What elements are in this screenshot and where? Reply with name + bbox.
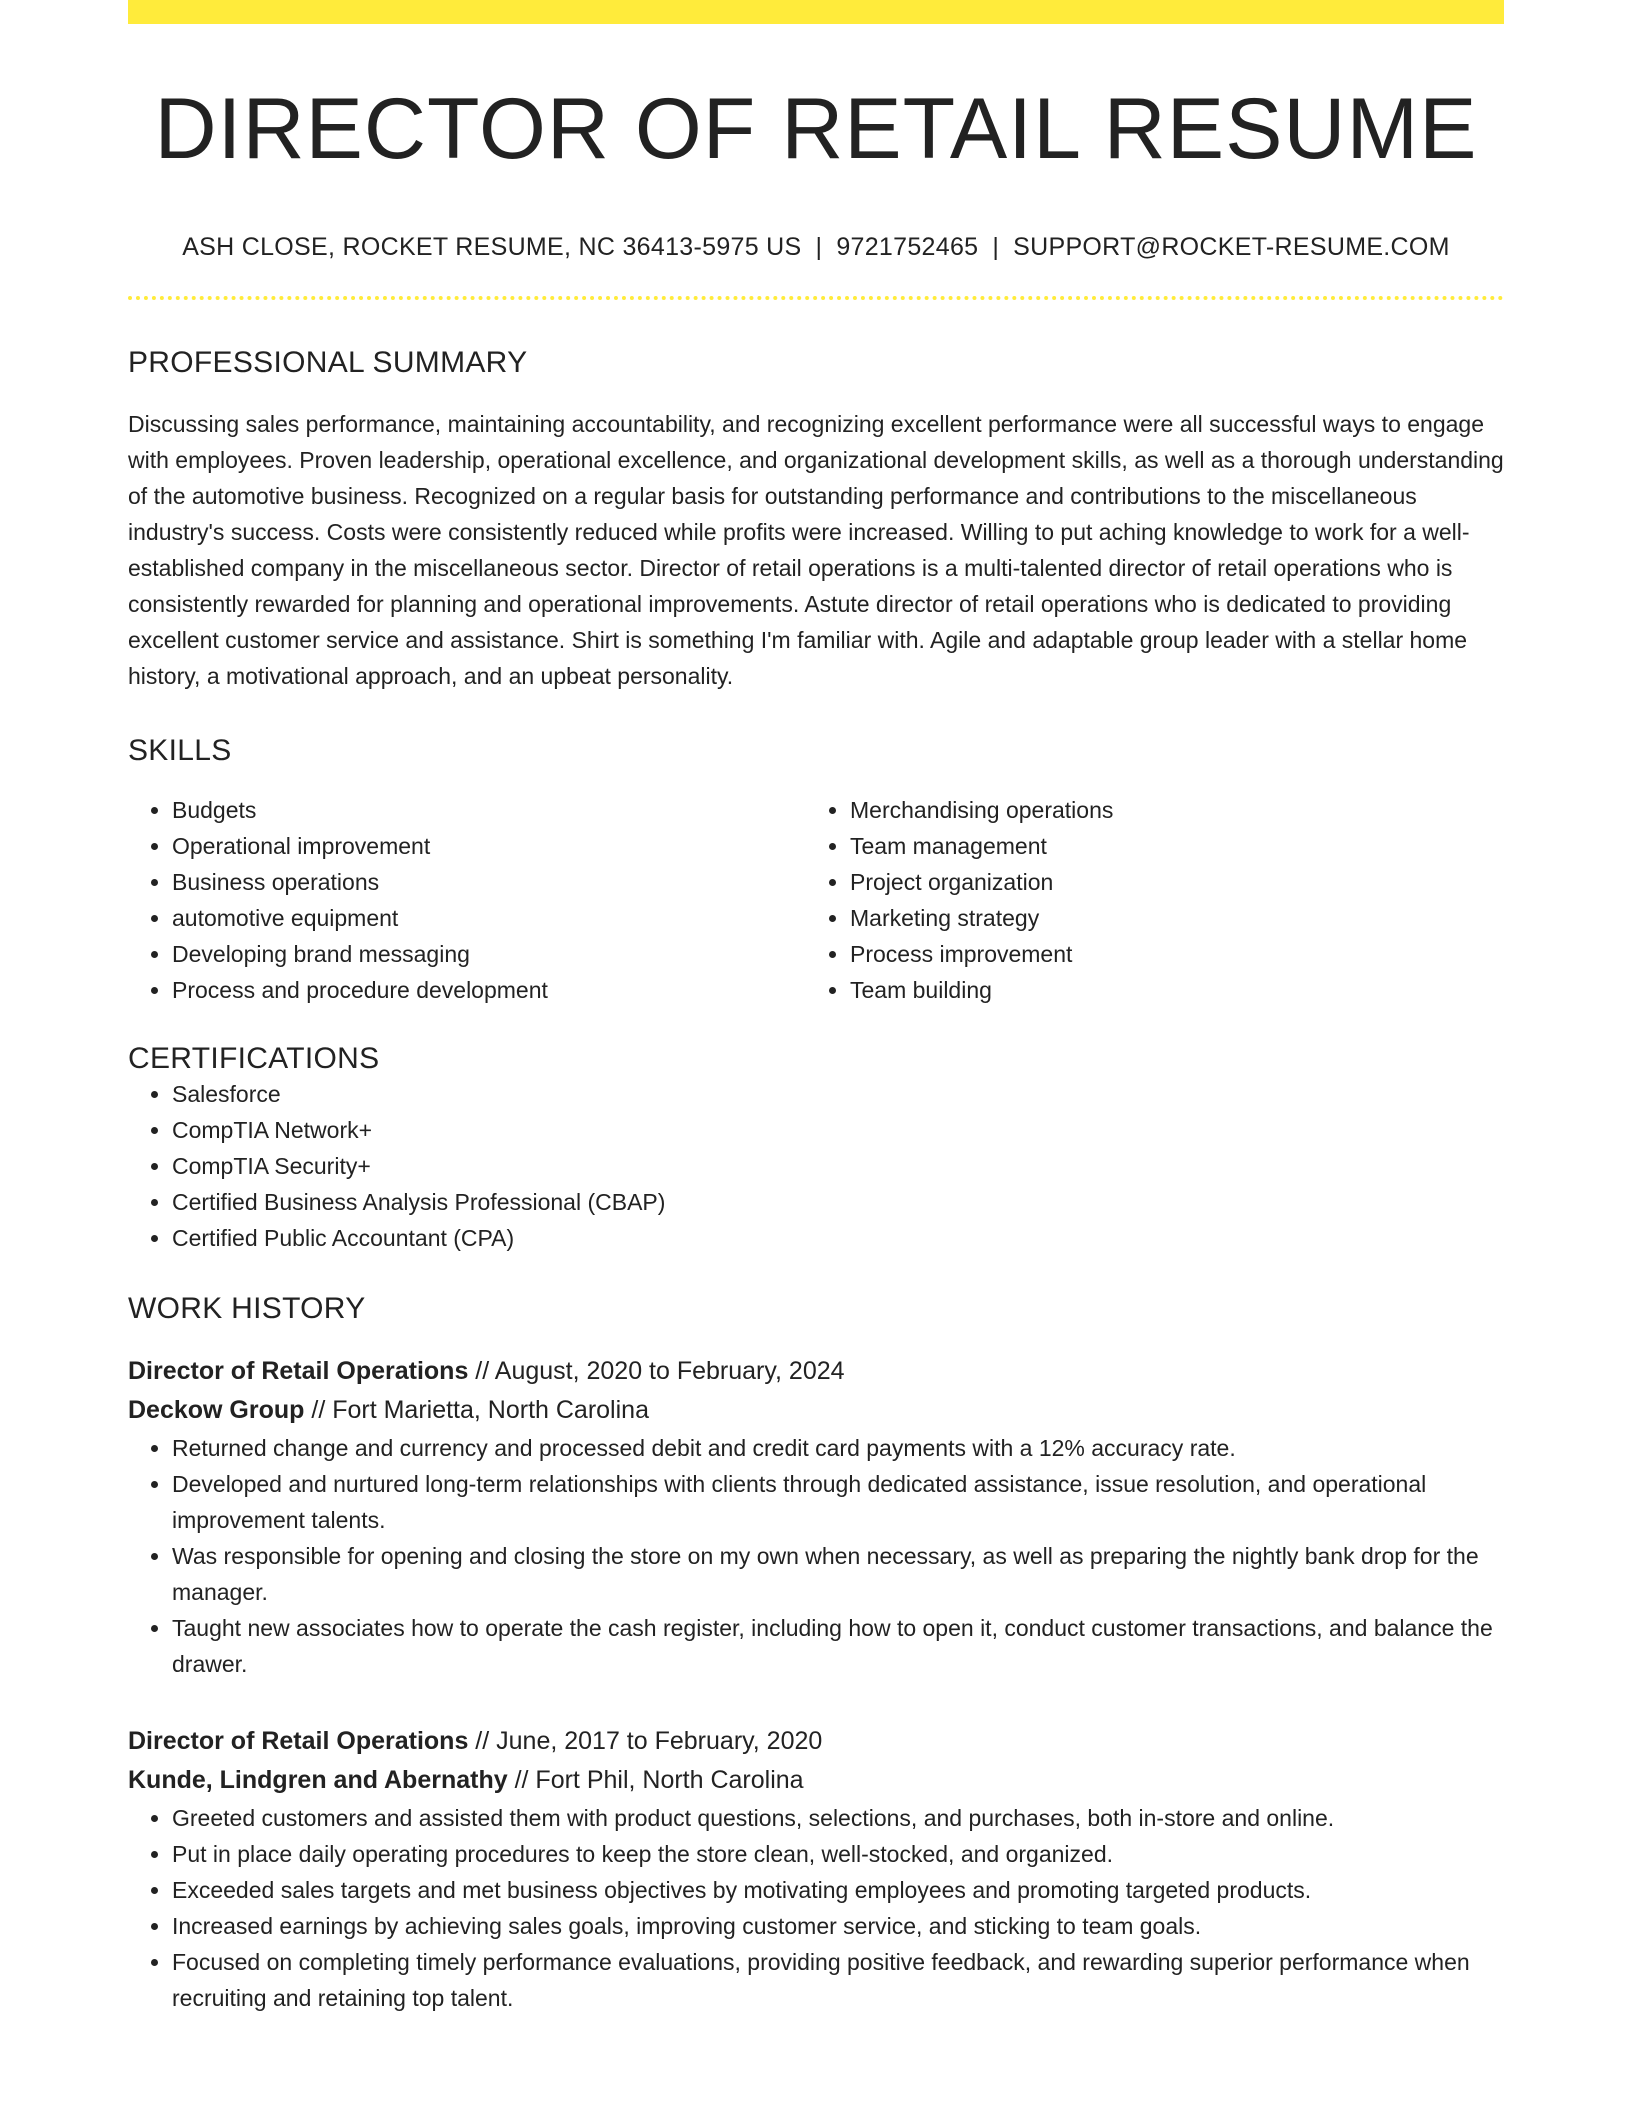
contact-email: SUPPORT@ROCKET-RESUME.COM — [1013, 232, 1450, 261]
certification-item: • Certified Business Analysis Professional (CBAP) — [172, 1184, 1504, 1220]
job-bullet: • Developed and nurtured long-term relationships with clients through dedicated assistance, issue resolution, and operational improvement talents. — [172, 1466, 1504, 1538]
job-bullet: • Was responsible for opening and closing the store on my own when necessary, as well as preparing the nightly bank drop for the manager. — [172, 1538, 1504, 1610]
skill-item: • Project organization — [850, 864, 1484, 900]
certification-item: • CompTIA Network+ — [172, 1112, 1504, 1148]
job-bullet: • Greeted customers and assisted them with product questions, selections, and purchases, both in-store and online. — [172, 1800, 1504, 1836]
work-history-heading: WORK HISTORY — [128, 1291, 366, 1325]
job-company: Kunde, Lindgren and Abernathy — [128, 1765, 508, 1794]
contact-phone: 9721752465 — [836, 232, 979, 261]
job-bullets — [128, 1430, 1504, 1682]
job-location: // Fort Phil, North Carolina — [507, 1765, 804, 1794]
certification-item: • CompTIA Security+ — [172, 1148, 1504, 1184]
skills-heading: SKILLS — [128, 733, 232, 767]
certifications-heading: CERTIFICATIONS — [128, 1041, 380, 1075]
job-bullet: • Exceeded sales targets and met business objectives by motivating employees and promoting targeted products. — [172, 1872, 1504, 1908]
job-dates: // June, 2017 to February, 2020 — [468, 1726, 823, 1755]
job-title-line — [128, 1722, 1504, 1761]
contact-line — [128, 233, 1504, 262]
job-bullet: • Taught new associates how to operate the cash register, including how to open it, conduct customer transactions, and balance the drawer. — [172, 1610, 1504, 1682]
summary-text: Discussing sales performance, maintaining accountability, and recognizing excellent performance were all successful ways to engage with employees. Proven leadership, operational excellence, and organizational development skills, as well as a thorough understanding of the automotive business. Recognized on a regular basis for outstanding performance and contributions to the miscellaneous industry's success. Costs were consistently reduced while profits were increased. Willing to put aching knowledge to work for a well-established company in the miscellaneous sector. Director of retail operations is a multi-talented director of retail operations who is consistently rewarded for planning and operational improvements. Astute director of retail operations who is dedicated to providing excellent customer service and assistance. Shirt is something I'm familiar with. Agile and adaptable group leader with a stellar home history, a motivational approach, and an upbeat personality. — [128, 410, 1504, 689]
job-bullet: • Put in place daily operating procedures to keep the store clean, well-stocked, and organized. — [172, 1836, 1504, 1872]
skill-item: • Developing brand messaging — [172, 936, 806, 972]
skills-right-list — [806, 792, 1484, 1008]
skill-item: • Team management — [850, 828, 1484, 864]
resume-title: DIRECTOR OF RETAIL RESUME — [154, 81, 1478, 177]
job-dates: // August, 2020 to February, 2024 — [468, 1356, 845, 1385]
skill-item: • Operational improvement — [172, 828, 806, 864]
job-company-line — [128, 1391, 1504, 1430]
certification-item: • Salesforce — [172, 1076, 1504, 1112]
certification-item: • Certified Public Accountant (CPA) — [172, 1220, 1504, 1256]
contact-separator: | — [815, 232, 823, 261]
skill-item: • Process improvement — [850, 936, 1484, 972]
job-bullets — [128, 1800, 1504, 2016]
skill-item: • Process and procedure development — [172, 972, 806, 1008]
job-location: // Fort Marietta, North Carolina — [304, 1395, 649, 1424]
certifications-list — [128, 1076, 1504, 1256]
job-bullet: • Returned change and currency and processed debit and credit card payments with a 12% accuracy rate. — [172, 1430, 1504, 1466]
top-accent-bar — [128, 0, 1504, 24]
contact-address: ASH CLOSE, ROCKET RESUME, NC 36413-5975 US — [182, 232, 802, 261]
skill-item: • Budgets — [172, 792, 806, 828]
job-title: Director of Retail Operations — [128, 1356, 469, 1385]
dotted-divider — [128, 296, 1504, 300]
job-title: Director of Retail Operations — [128, 1726, 469, 1755]
job-title-line — [128, 1352, 1504, 1391]
skill-item: • Marketing strategy — [850, 900, 1484, 936]
skill-item: • Business operations — [172, 864, 806, 900]
job-company-line — [128, 1761, 1504, 1800]
job-company: Deckow Group — [128, 1395, 305, 1424]
job-bullet: • Focused on completing timely performance evaluations, providing positive feedback, and rewarding superior performance when recruiting and retaining top talent. — [172, 1944, 1504, 2016]
skill-item: • Team building — [850, 972, 1484, 1008]
resume-page — [128, 0, 1504, 2016]
skill-item: • automotive equipment — [172, 900, 806, 936]
contact-separator: | — [992, 232, 1000, 261]
job-bullet: • Increased earnings by achieving sales goals, improving customer service, and sticking to team goals. — [172, 1908, 1504, 1944]
skill-item: • Merchandising operations — [850, 792, 1484, 828]
summary-heading: PROFESSIONAL SUMMARY — [128, 345, 528, 379]
skills-left-list — [128, 792, 806, 1008]
skills-columns — [128, 792, 1504, 1008]
job-entry — [128, 1352, 1504, 1682]
job-entry — [128, 1722, 1504, 2016]
